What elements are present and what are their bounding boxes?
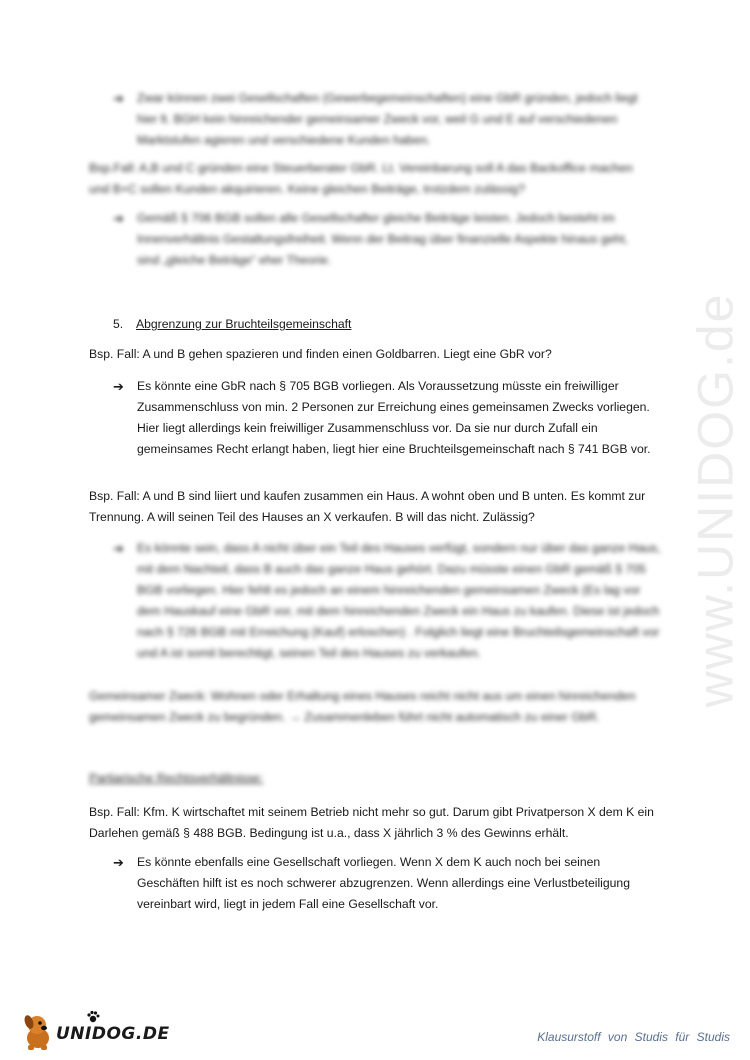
dog-mascot-icon	[20, 1010, 60, 1052]
arrow-right-icon: ➔	[113, 211, 124, 226]
blurred-bullet-2: ➔ Gemäß § 706 BGB sollen alle Gesellschafter gleiche Beiträge leisten. Jedoch besteht im Innenverhältnis Gestaltungsfreiheit. Wenn der Beitrag über finanzielle Aspekte hinaus geht, sind „gleiche Beträge“ eher Theorie.	[113, 208, 653, 274]
paw-icon	[86, 1010, 100, 1024]
case-3-text: Bsp. Fall: Kfm. K wirtschaftet mit seinem Betrieb nicht mehr so gut. Darum gibt Privatperson X dem K ein Darlehen gemäß § 488 BGB. Bedingung ist u.a., dass X jährlich 3 % des Gewinns erhält.	[89, 805, 654, 840]
case-3-answer: ➔ Es könnte ebenfalls eine Gesellschaft vorliegen. Wenn X dem K auch noch bei seinen Geschäften hilft ist es noch schwerer abzugrenzen. Wenn allerdings eine Verlustbeteiligung vereinbart wird, liegt in jedem Fall eine Gesellschaft vor.	[113, 852, 658, 918]
footer-tagline: Klausurstoff von Studis für Studis	[537, 1030, 730, 1044]
case-1-answer: ➔ Es könnte eine GbR nach § 705 BGB vorliegen. Als Voraussetzung müsste ein freiwilliger Zusammenschluss von min. 2 Personen zur Erreichung eines gemeinsamen Zwecks vorliegen. Hier liegt allerdings kein freiwilliger Zusammenschluss vor. Da sie nur durch Zufall ein gemeinsames Recht erlangt haben, liegt hier eine Bruchteilsgemeinschaft nach § 741 BGB vor.	[113, 376, 658, 484]
arrow-right-icon: ➔	[113, 379, 124, 394]
case-2-text: Bsp. Fall: A und B sind liiert und kaufen zusammen ein Haus. A wohnt oben und B unten. Es kommt zur Trennung. A will seinen Teil des Hauses an X verkaufen. B will das nicht. Zulässig?	[89, 489, 646, 524]
unidog-logo[interactable]: UNIDOG.DE	[20, 1010, 160, 1052]
case-2-answer-blurred: ➔ Es könnte sein, dass A nicht über ein Teil des Hauses verfügt, sondern nur über das ganze Haus, mit dem Nachteil, dass B auch das ganze Haus gehört. Dazu müsste einen GbR gemäß § 705 BGB vorliegen. Hier fehlt es jedoch an einem hinreichenden gemeinsamen Zweck (Es lag vor dem Hauskauf eine GbR vor, mit dem hinreichenden Zweck ein Haus zu kaufen. Diese ist jedoch nach § 726 BGB mit Erreichung (Kauf) erloschen) . Folglich liegt eine Bruchteilsgemeinschaft vor und A ist somit berechtigt, seinen Teil des Hauses zu verkaufen.	[113, 538, 658, 672]
arrow-right-icon: ➔	[113, 855, 124, 870]
case-2-note-blurred: Gemeinsamer Zweck: Wohnen oder Erhaltung eines Hauses reicht nicht aus um einen hinreichenden gemeinsamen Zweck zu begründen. → Zusammenleben führt nicht automatisch zu einer GbR.	[89, 689, 636, 724]
partiarisch-heading: Partiarische Rechtsverhältnisse:	[89, 771, 264, 785]
blurred-bullet-1: ➔ Zwar können zwei Gesellschaften (Gewerbegemeinschaften) eine GbR gründen, jedoch liegt hier lt. BGH kein hinreichender gemeinsamer Zweck vor, weil G und E auf verschiedenen Marktstufen agieren und verschiedene Kunden haben.	[113, 88, 653, 154]
section-number: 5.	[113, 317, 124, 331]
case-1-text: Bsp. Fall: A und B gehen spazieren und finden einen Goldbarren. Liegt eine GbR vor?	[89, 347, 552, 361]
section-heading: Abgrenzung zur Bruchteilsgemeinschaft	[136, 317, 352, 331]
arrow-right-icon: ➔	[113, 541, 124, 556]
blurred-case: Bsp.Fall: A,B und C gründen eine Steuerberater GbR. Lt. Vereinbarung soll A das Backoffice machen und B+C sollen Kunden akquirieren. Keine gleichen Beiträge, trotzdem zulässig?	[89, 161, 633, 196]
arrow-right-icon: ➔	[113, 91, 124, 106]
watermark: www.UNIDOG.de	[687, 292, 743, 708]
